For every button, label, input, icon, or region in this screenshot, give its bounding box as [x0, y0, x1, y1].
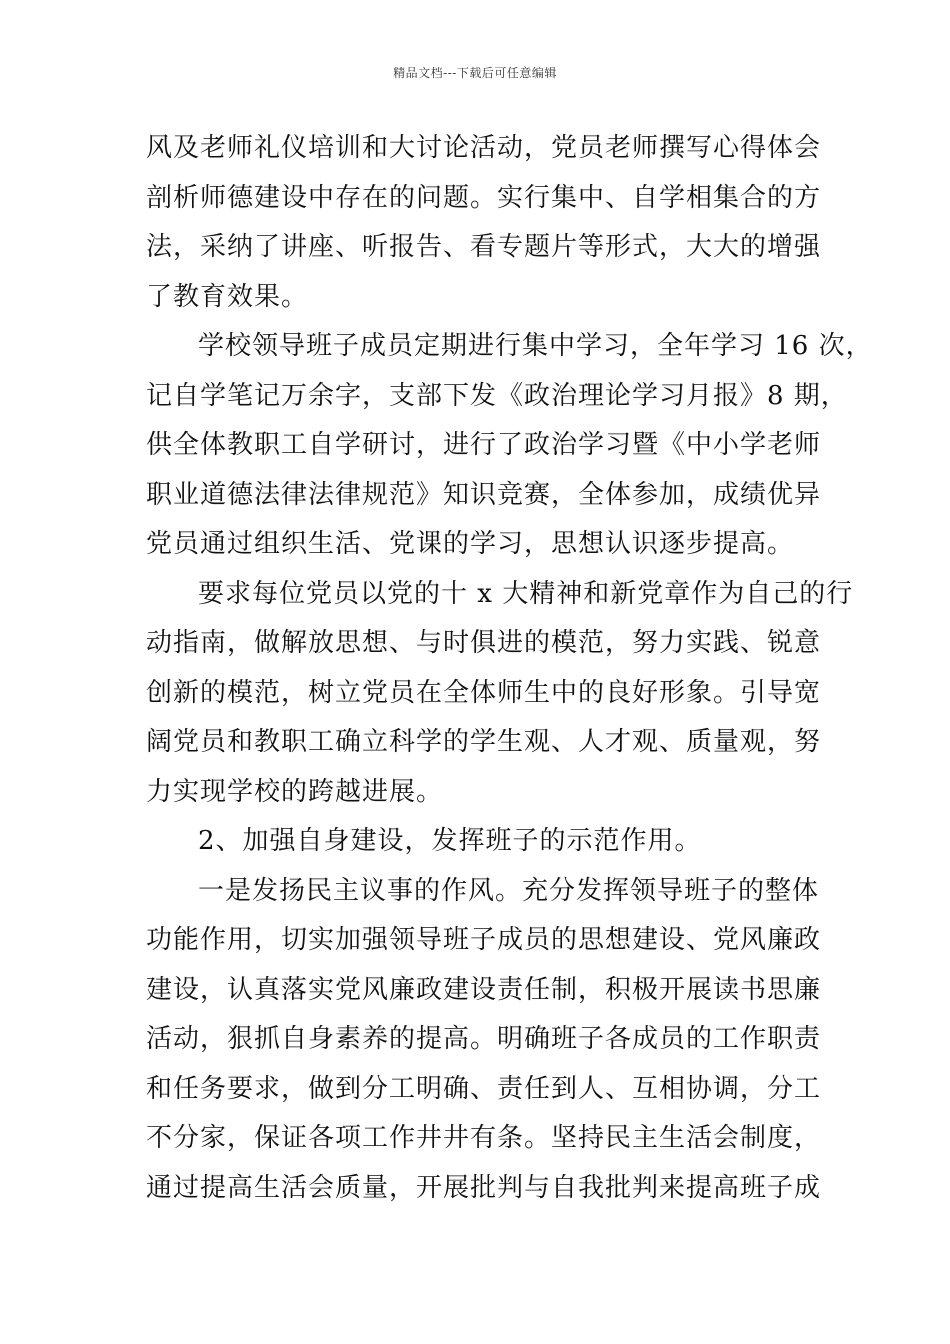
document-body [146, 124, 873, 1213]
text-line: 剖析师德建设中存在的问题。实行集中、自学相集合的方 [146, 182, 822, 213]
text-line: 不分家，保证各项工作井井有条。坚持民主生活会制度， [146, 1123, 822, 1153]
text-line: 风及老师礼仪培训和大讨论活动，党员老师撰写心得体会 [146, 133, 822, 163]
text-line: 动指南，做解放思想、与时俱进的模范，努力实践、锐意 [146, 628, 822, 658]
text-line: 创新的模范，树立党员在全体师生中的良好形象。引导宽 [146, 677, 822, 708]
text-line: 力实现学校的跨越进展。 [146, 776, 444, 807]
paragraph [146, 124, 826, 322]
text-line: 通过提高生活会质量，开展批判与自我批判来提高班子成 [146, 1172, 822, 1203]
text-line: 供全体教职工自学研讨，进行了政治学习暨《中小学老师 [146, 430, 822, 460]
text-line: 功能作用，切实加强领导班子成员的思想建设、党风廉政 [146, 925, 822, 955]
text-line: 2、加强自身建设，发挥班子的示范作用。 [198, 826, 702, 856]
text-line: 一是发扬民主议事的作风。充分发挥领导班子的整体 [198, 875, 820, 906]
text-line: 要求每位党员以党的十 x 大精神和新党章作为自己的行 [198, 578, 854, 609]
page-header: 精品文档---下载后可任意编辑 [393, 66, 557, 80]
text-line: 记自学笔记万余字，支部下发《政治理论学习月报》8 期， [146, 380, 848, 411]
text-line: 阔党员和教职工确立科学的学生观、人才观、质量观，努 [146, 727, 822, 757]
text-line: 建设，认真落实党风廉政建设责任制，积极开展读书思廉 [146, 974, 822, 1005]
paragraph [146, 570, 854, 818]
paragraph [146, 817, 826, 867]
text-line: 法，采纳了讲座、听报告、看专题片等形式，大大的增强 [146, 232, 822, 262]
paragraph [146, 322, 873, 570]
text-line: 和任务要求，做到分工明确、责任到人、互相协调，分工 [146, 1073, 822, 1104]
text-line: 活动，狠抓自身素养的提高。明确班子各成员的工作职责 [146, 1024, 822, 1054]
text-line: 学校领导班子成员定期进行集中学习，全年学习 16 次， [198, 331, 873, 361]
text-line: 职业道德法律法律规范》知识竞赛，全体参加，成绩优异 [146, 479, 822, 510]
text-line: 党员通过组织生活、党课的学习，思想认识逐步提高。 [146, 529, 795, 559]
paragraph [146, 867, 826, 1214]
text-line: 了教育效果。 [146, 281, 309, 312]
